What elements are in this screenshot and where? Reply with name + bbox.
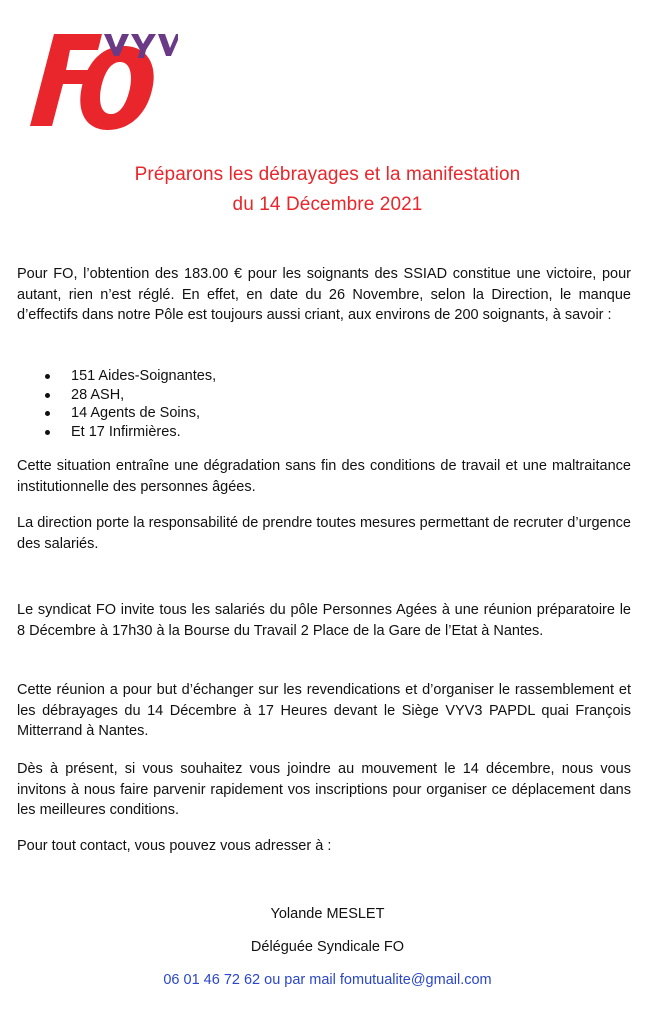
signature-name: Yolande MESLET <box>270 906 385 922</box>
present-text: Dès à présent, si vous souhaitez vous joindre au mouvement le 14 décembre, nous vous invitons à nous faire parvenir rapidement vos inscriptions pour organiser ce déplacement dans les meilleures conditions. <box>17 761 631 818</box>
invite-text: Le syndicat FO invite tous les salariés du pôle Personnes Agées à une réunion préparatoire le 8 Décembre à 17h30 à la Bourse du Travail 2 Place de la Gare de l’Etat à Nantes. <box>17 602 631 639</box>
reunion-paragraph <box>17 680 631 742</box>
fo-vyv-logo <box>28 26 178 156</box>
list-item <box>45 367 631 386</box>
list-item <box>45 423 631 442</box>
present-paragraph <box>17 759 631 821</box>
intro-text: Pour FO, l’obtention des 183.00 € pour les soignants des SSIAD constitue une victoire, pour autant, rien n’est réglé. En effet, en date du 26 Novembre, selon la Direction, le manque d’effectifs dans notre Pôle est toujours aussi criant, aux environs de 200 soignants, à savoir : <box>17 266 631 323</box>
list-item-text: 28 ASH, <box>71 386 125 403</box>
intro-paragraph <box>17 264 631 326</box>
document-title <box>0 160 655 220</box>
signature-role: Déléguée Syndicale FO <box>250 939 405 955</box>
situation-text: Cette situation entraîne une dégradation sans fin des conditions de travail et une maltraitance institutionnelle des personnes âgées. <box>17 458 631 495</box>
direction-text: La direction porte la responsabilité de prendre toutes mesures permettant de recruter d’urgence des salariés. <box>17 515 631 552</box>
bullet-icon <box>45 411 50 416</box>
list-item <box>45 386 631 405</box>
bullet-icon <box>45 393 50 398</box>
fo-vyv-logo-graphic <box>28 26 178 156</box>
bullet-icon <box>45 430 50 435</box>
title-line-1: Préparons les débrayages et la manifestation <box>134 164 521 185</box>
contact-intro-text: Pour tout contact, vous pouvez vous adresser à : <box>17 838 332 854</box>
bullet-icon <box>45 374 50 379</box>
reunion-text: Cette réunion a pour but d’échanger sur les revendications et d’organiser le rassemblement et les débrayages du 14 Décembre à 17 Heures devant le Siège VYV3 PAPDL quai François Mitterrand à Nantes. <box>17 682 631 739</box>
direction-paragraph <box>17 513 631 554</box>
contact-intro-paragraph <box>17 836 631 857</box>
list-item-text: 151 Aides-Soignantes, <box>71 368 217 384</box>
staffing-list <box>17 367 631 441</box>
signature-contact: 06 01 46 72 62 ou par mail fomutualite@gmail.com <box>163 972 492 988</box>
situation-paragraph <box>17 456 631 497</box>
list-item-text: 14 Agents de Soins, <box>71 405 200 421</box>
list-item-text: Et 17 Infirmières. <box>71 423 181 440</box>
staffing-bullets <box>17 367 631 441</box>
title-line-2: du 14 Décembre 2021 <box>232 194 423 215</box>
list-item <box>45 404 631 423</box>
invite-paragraph <box>17 600 631 641</box>
